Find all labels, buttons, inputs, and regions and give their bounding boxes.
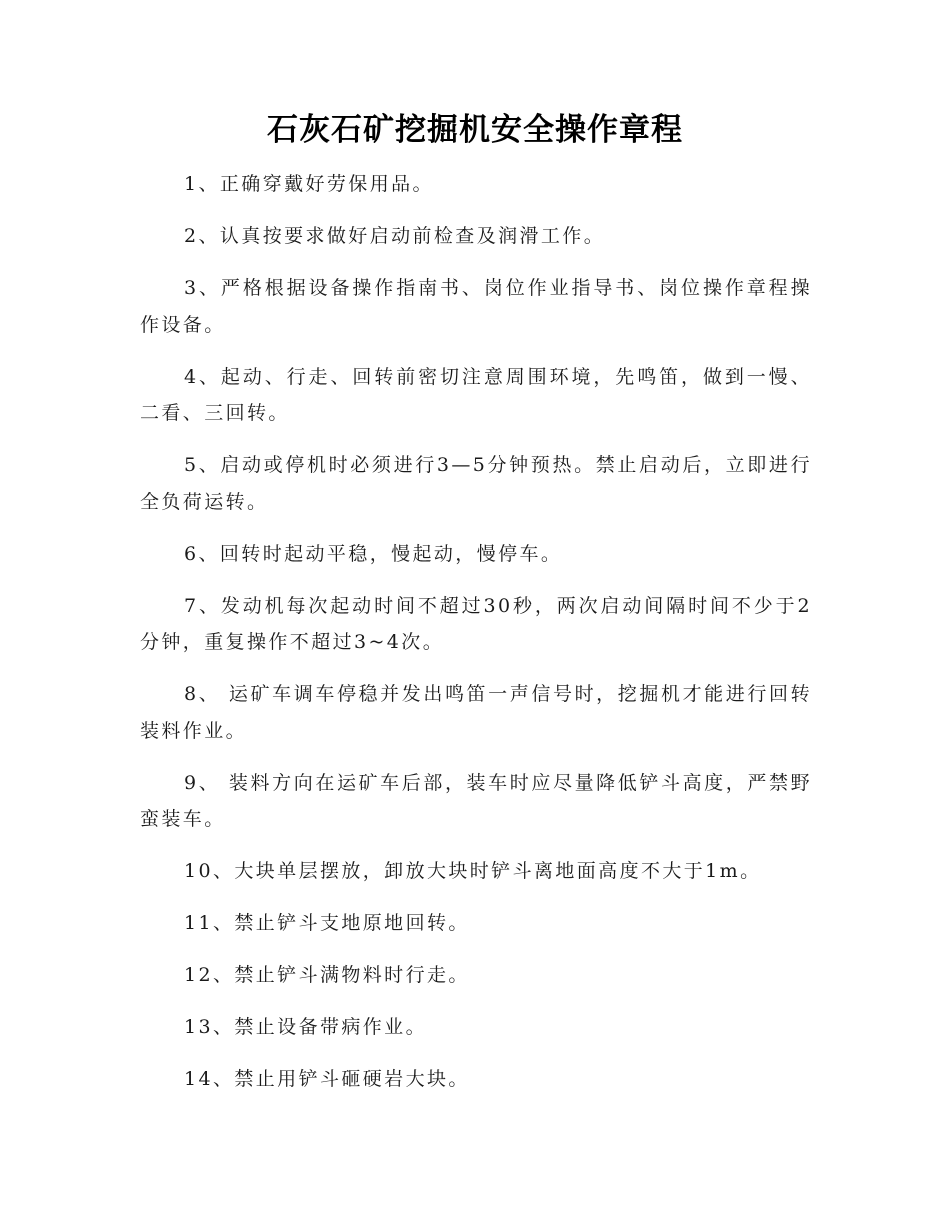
rule-item-3: 3、严格根据设备操作指南书、岗位作业指导书、岗位操作章程操作设备。 xyxy=(140,277,812,336)
rule-item-12: 12、禁止铲斗满物料时行走。 xyxy=(184,964,470,986)
document-body xyxy=(140,166,812,1113)
rule-item-5: 5、启动或停机时必须进行3—5分钟预热。禁止启动后，立即进行全负荷运转。 xyxy=(140,454,812,513)
rule-item-11: 11、禁止铲斗支地原地回转。 xyxy=(184,912,470,934)
rule-item-2: 2、认真按要求做好启动前检查及润滑工作。 xyxy=(184,225,606,247)
rule-item-9: 9、 装料方向在运矿车后部，装车时应尽量降低铲斗高度，严禁野蛮装车。 xyxy=(140,771,812,830)
rule-item-10: 10、大块单层摆放，卸放大块时铲斗离地面高度不大于1m。 xyxy=(184,860,762,882)
rule-item-13: 13、禁止设备带病作业。 xyxy=(184,1016,427,1038)
rule-item-8: 8、 运矿车调车停稳并发出鸣笛一声信号时，挖掘机才能进行回转装料作业。 xyxy=(140,683,812,742)
rule-item-1: 1、正确穿戴好劳保用品。 xyxy=(184,173,434,195)
rule-item-6: 6、回转时起动平稳，慢起动，慢停车。 xyxy=(184,542,563,565)
rule-item-7: 7、发动机每次起动时间不超过30秒，两次启动间隔时间不少于2分钟，重复操作不超过3~4次。 xyxy=(140,594,812,653)
rule-item-4: 4、起动、行走、回转前密切注意周围环境，先鸣笛，做到一慢、二看、三回转。 xyxy=(140,365,812,424)
document-title: 石灰石矿挖掘机安全操作章程 xyxy=(267,112,683,148)
rule-item-14: 14、禁止用铲斗砸硬岩大块。 xyxy=(184,1068,470,1090)
